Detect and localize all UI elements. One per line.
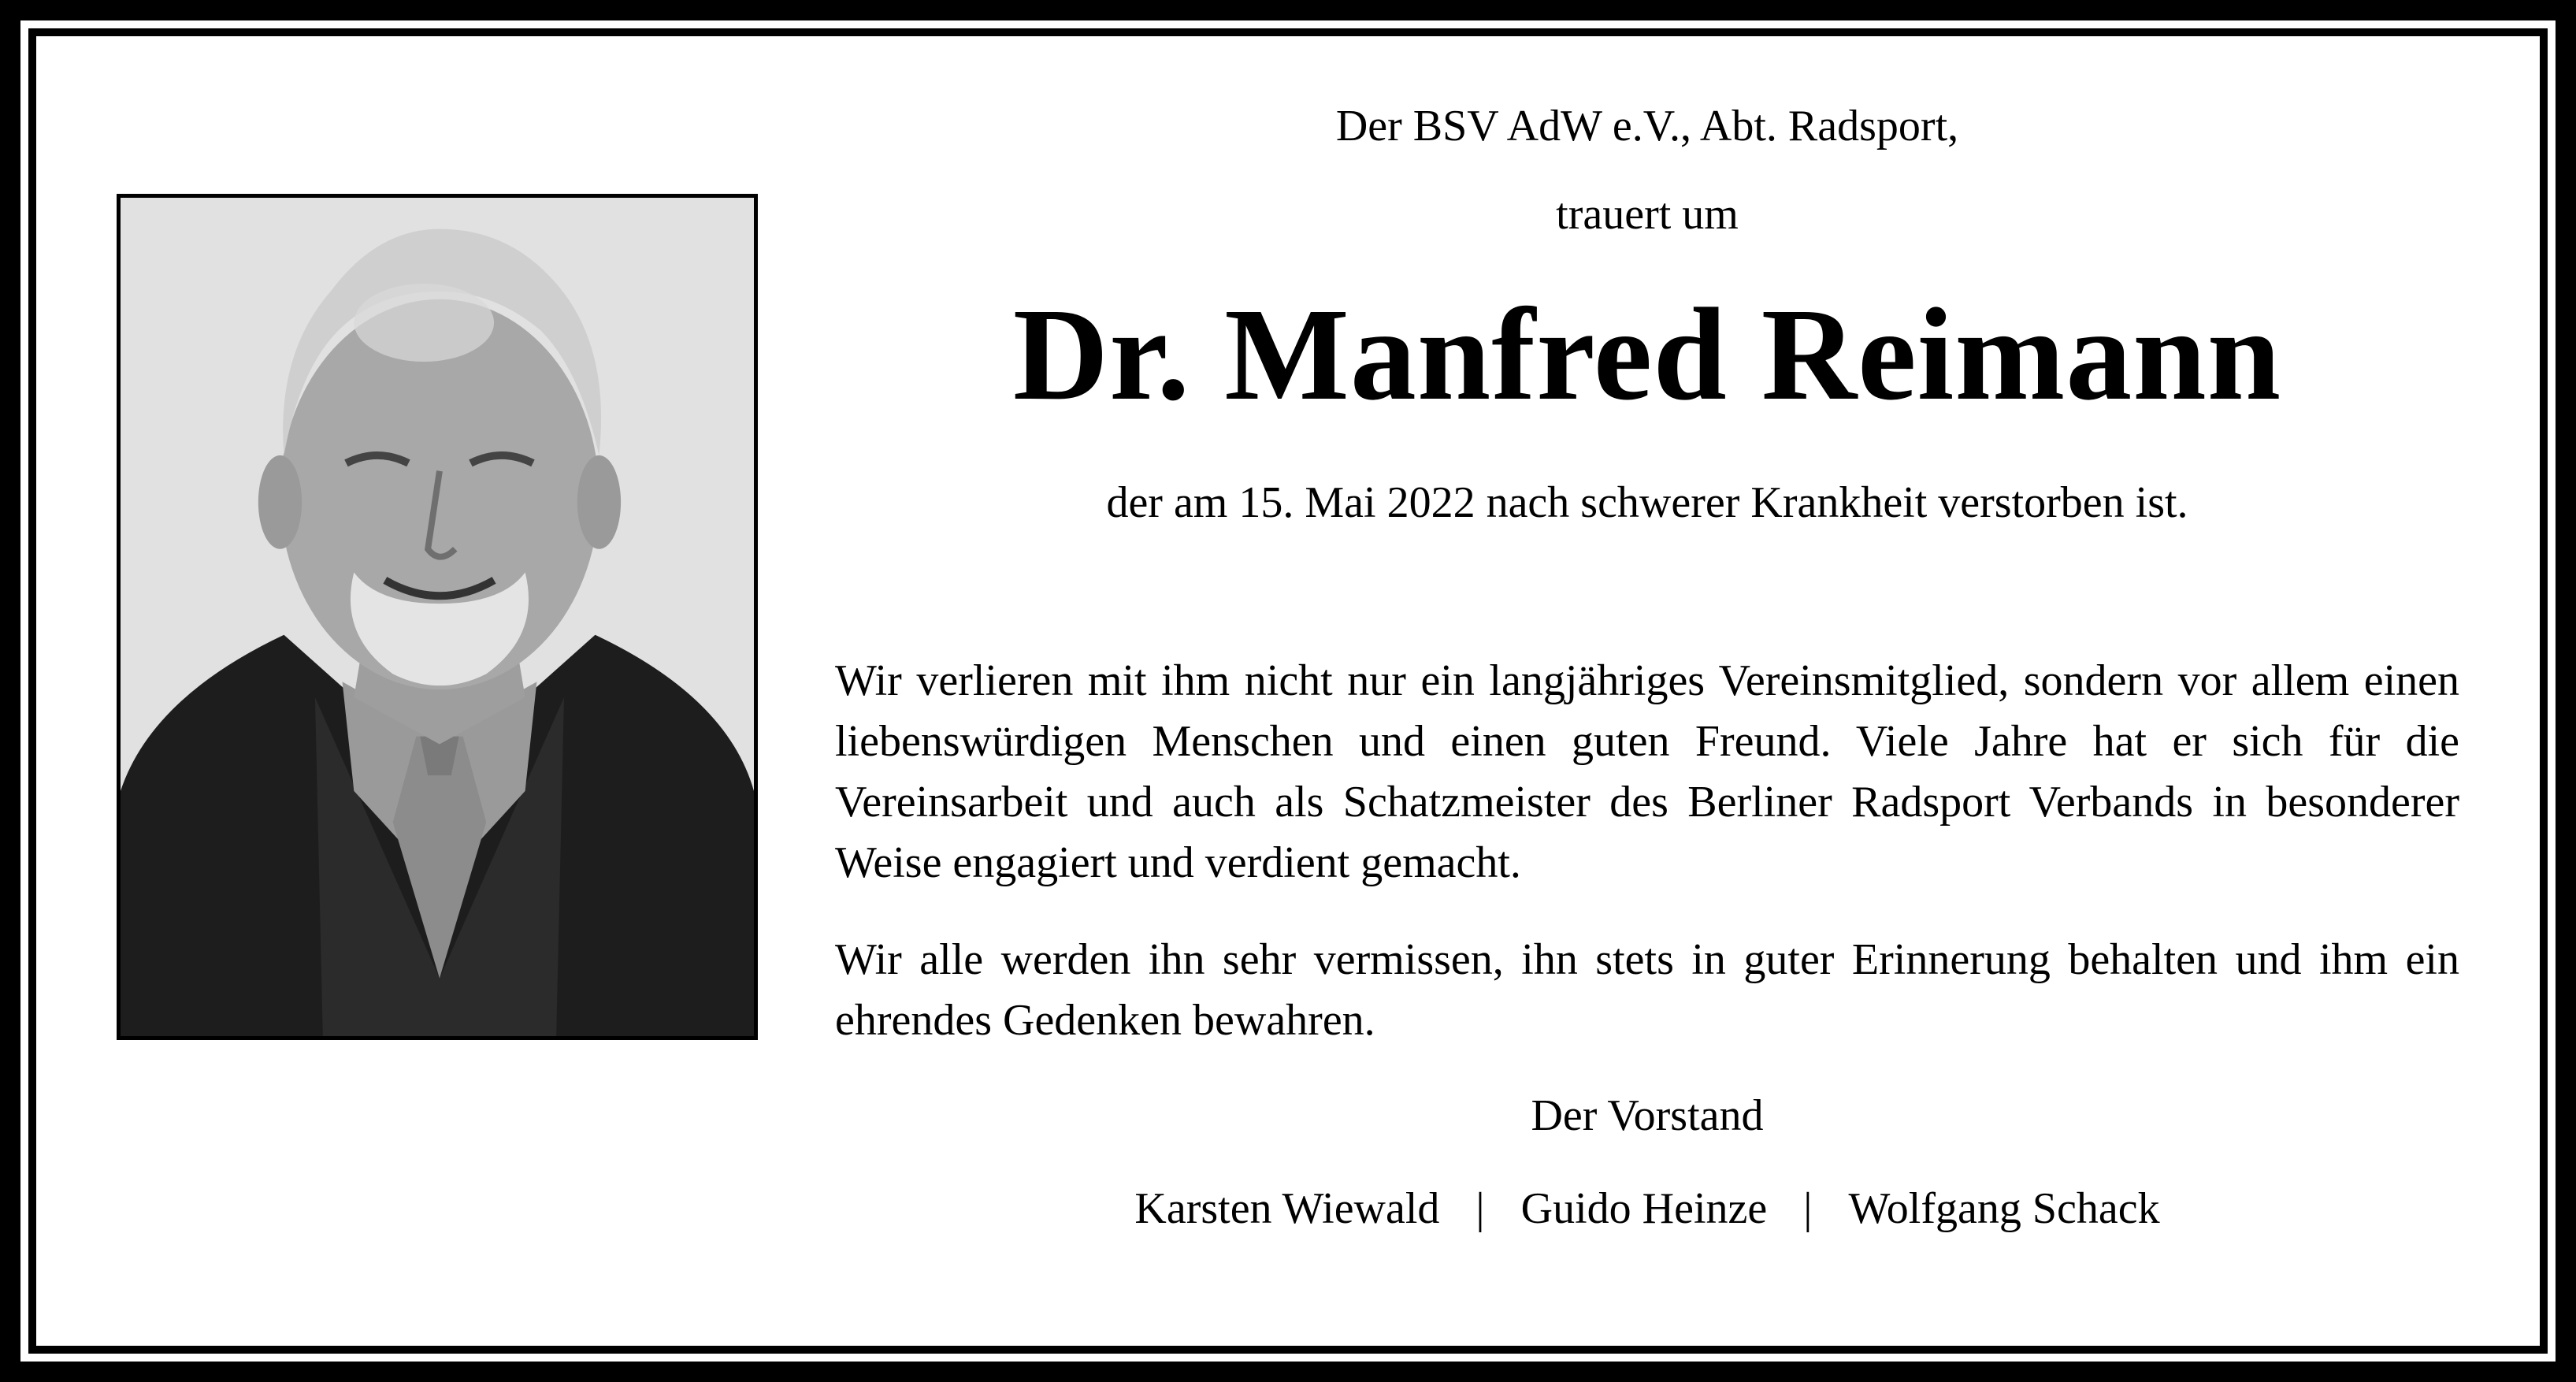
portrait-photo [117,194,758,1040]
signer-separator: | [1475,1184,1485,1233]
signer-name: Guido Heinze [1520,1184,1768,1233]
portrait-illustration [121,198,754,1036]
tribute-paragraph-2: Wir alle werden ihn sehr vermissen, ihn stets in guter Erinnerung behalten und ihm ein ehrendes Gedenken bewahren. [835,935,2459,1045]
board-label: Der Vorstand [1531,1091,1764,1140]
death-date-line: der am 15. Mai 2022 nach schwerer Krankheit verstorben ist. [1106,478,2188,527]
tribute-paragraph-1: Wir verlieren mit ihm nicht nur ein langjähriges Vereinsmitglied, sondern vor allem einen liebenswürdigen Menschen und einen guten Freund. Viele Jahre hat er sich für die Vereinsarbeit und auch als Schatzmeister des Berliner Radsport Verbands in besonderer Weise engagiert und verdient gemacht. [835,656,2459,887]
signers-line [835,1180,2459,1237]
organization-line: Der BSV AdW e.V., Abt. Radsport, [1335,102,1959,150]
mourns-line: trauert um [1556,190,1739,239]
signer-separator: | [1803,1184,1813,1233]
signer-name: Karsten Wiewald [1134,1184,1440,1233]
deceased-name: Dr. Manfred Reimann [1012,281,2282,428]
signer-name: Wolfgang Schack [1848,1184,2160,1233]
